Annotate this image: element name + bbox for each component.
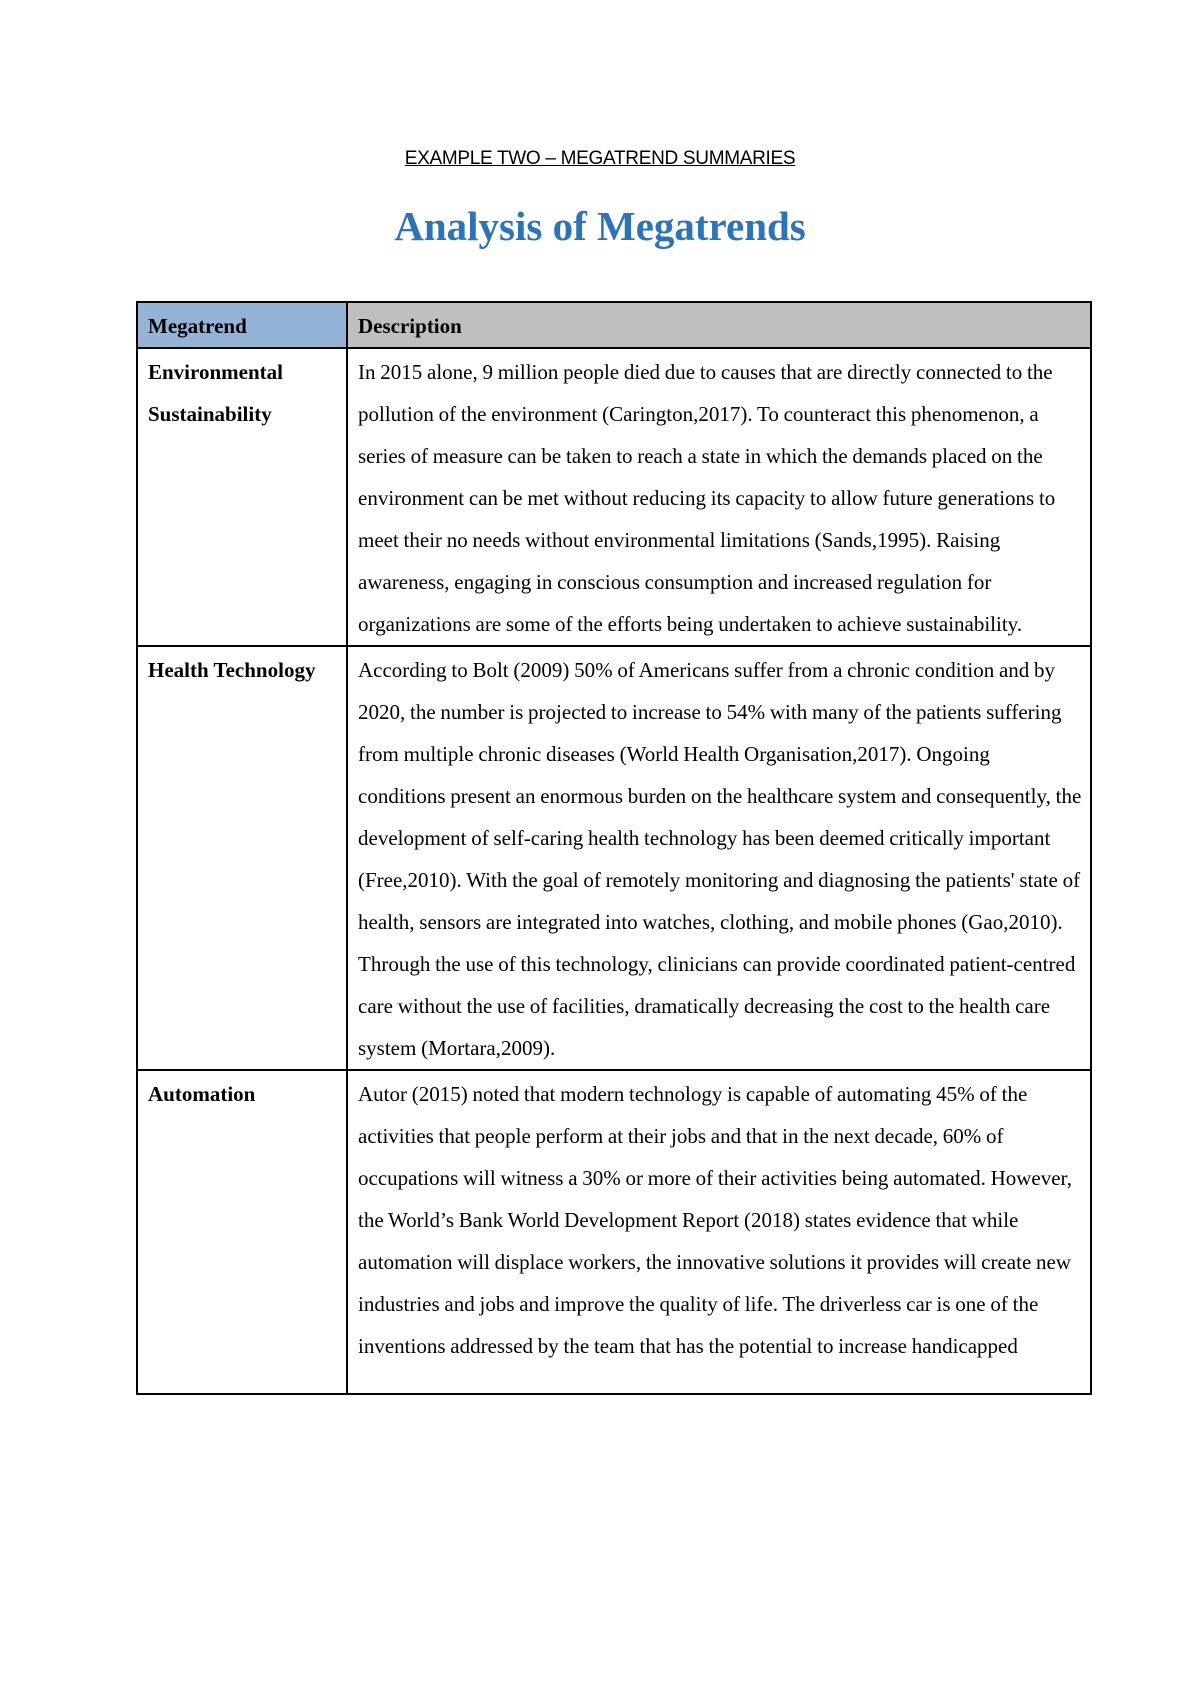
megatrend-description: Autor (2015) noted that modern technology is capable of automating 45% of the activities that people perform at their jobs and that in the next decade, 60% of occupations will witness a 30% or more of their activities being automated. However, the World’s Bank World Development Report (2018) states evidence that while automation will displace workers, the innovative solutions it provides will create new industries and jobs and improve the quality of life. The driverless car is one of the inventions addressed by the team that has the potential to increase handicapped [358,1082,1072,1358]
document-heading: EXAMPLE TWO – MEGATREND SUMMARIES [404,148,796,169]
megatrend-table [136,301,1092,1395]
table-row [137,348,1091,646]
table-row [137,646,1091,1070]
header-description: Description [347,302,1091,348]
megatrend-name: Health Technology [137,646,347,1070]
document-title: Analysis of Megatrends [394,203,806,249]
megatrend-name: Automation [137,1070,347,1394]
megatrend-name: Environmental Sustainability [137,348,347,646]
megatrend-description-truncated [347,1070,1091,1394]
header-megatrend: Megatrend [137,302,347,348]
megatrend-description: In 2015 alone, 9 million people died due to causes that are directly connected to the pollution of the environment (Carington,2017). To counteract this phenomenon, a series of measure can be taken to reach a state in which the demands placed on the environment can be met without reducing its capacity to allow future generations to meet their no needs without environmental limitations (Sands,1995). Raising awareness, engaging in conscious consumption and increased regulation for organizations are some of the efforts being undertaken to achieve sustainability. [347,348,1091,646]
table-header-row [137,302,1091,348]
megatrend-description: According to Bolt (2009) 50% of Americans suffer from a chronic condition and by 2020, the number is projected to increase to 54% with many of the patients suffering from multiple chronic diseases (World Health Organisation,2017). Ongoing conditions present an enormous burden on the healthcare system and consequently, the development of self-caring health technology has been deemed critically important (Free,2010). With the goal of remotely monitoring and diagnosing the patients' state of health, sensors are integrated into watches, clothing, and mobile phones (Gao,2010). Through the use of this technology, clinicians can provide coordinated patient-centred care without the use of facilities, dramatically decreasing the cost to the health care system (Mortara,2009). [347,646,1091,1070]
table-row [137,1070,1091,1394]
